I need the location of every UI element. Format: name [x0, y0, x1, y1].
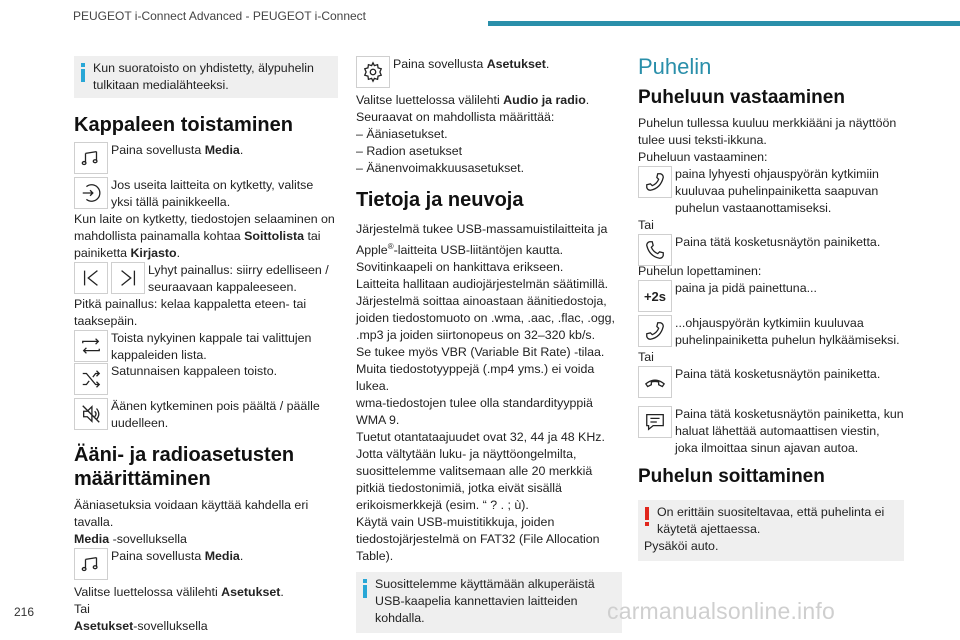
row-touch-answer [638, 234, 904, 266]
tips-other: Muita tiedostotyyppejä (.mp4 yms.) ei voida lukea. [356, 362, 595, 394]
tips-adapter: Sovitinkaapeli on hankittava erikseen. [356, 260, 564, 275]
list-item: – Äänenvoimakkuusasetukset. [356, 161, 525, 175]
row-media-2 [74, 548, 338, 580]
row-repeat [74, 330, 338, 364]
heading-tips: Tietoja ja neuvoja [356, 189, 524, 211]
shuffle-icon [74, 363, 108, 395]
gear-icon [356, 56, 390, 88]
multi-device-text: Jos useita laitteita on kytketty, valitse yksi tällä painikkeella. [111, 178, 314, 209]
tips-sampling: Tuetut otantataajuudet ovat 32, 44 ja 48 KHz. [356, 430, 605, 445]
row-answer [638, 166, 904, 217]
row-media [74, 142, 338, 174]
mute-text: Äänen kytkeminen pois päältä / päälle uudelleen. [111, 399, 320, 430]
column-1 [74, 56, 338, 635]
info-text: Suosittelemme käyttämään alkuperäistä USB-kaapelia kannettavien laitteiden kohdalla. [375, 577, 595, 626]
heading-playback: Kappaleen toistaminen [74, 114, 293, 136]
watermark: carmanualsonline.info [607, 598, 835, 624]
tips-wma: wma-tiedostojen tulee olla standardityyppiä WMA 9. [356, 396, 593, 428]
list-item: – Radion asetukset [356, 144, 463, 158]
media2-instruction: Paina sovellusta Media. [111, 549, 244, 563]
info-box [74, 56, 338, 98]
row-shuffle [74, 363, 338, 395]
row-mute [74, 398, 338, 432]
message-icon [638, 406, 672, 438]
info-text: Kun suoratoisto on yhdistetty, älypuhelin tulkitaan medialähteeksi. [93, 61, 314, 92]
page-number: 216 [14, 605, 35, 619]
mute-icon [74, 398, 108, 430]
plus-2s-icon: +2s [638, 280, 672, 312]
music-note-icon [74, 548, 108, 580]
repeat-text: Toista nykyinen kappale tai valittujen kappaleiden lista. [111, 331, 312, 362]
phone-icon [638, 166, 672, 198]
media-app-label: Media -sovelluksella [74, 532, 187, 546]
row-hold [638, 280, 904, 312]
music-note-icon [74, 142, 108, 174]
sms-text: Paina tätä kosketusnäytön painiketta, kun haluat lähettää automaattisen viestin, joka ilmoittaa sinun ajavan autoa. [675, 407, 904, 455]
to-answer-text: Puheluun vastaaminen: [638, 150, 768, 164]
phone-icon [638, 234, 672, 266]
source-switch-icon [74, 177, 108, 209]
to-end-text: Puhelun lopettaminen: [638, 264, 762, 278]
settings-app-label: Asetukset-sovelluksella [74, 619, 208, 633]
list-item: – Ääniasetukset. [356, 127, 448, 141]
row-skip [74, 262, 338, 296]
tips-vbr: Se tukee myös VBR (Variable Bit Rate) -tilaa. [356, 345, 605, 360]
or-text: Tai [638, 218, 654, 232]
info-icon [80, 60, 85, 92]
row-reject [638, 315, 904, 349]
long-press-text: Pitkä painallus: kelaa kappaletta eteen- tai taaksepäin. [74, 297, 307, 328]
row-sms [638, 406, 904, 457]
warning-box [638, 500, 904, 561]
repeat-icon [74, 330, 108, 362]
row-hangup [638, 366, 904, 398]
press-touch-text-2: Paina tätä kosketusnäytön painiketta. [675, 367, 881, 381]
heading-call: Puhelun soittaminen [638, 466, 825, 487]
audio-intro: Ääniasetuksia voidaan käyttää kahdella eri tavalla. [74, 498, 309, 529]
or-text: Tai [638, 350, 654, 364]
header-title: PEUGEOT i-Connect Advanced - PEUGEOT i-Connect [73, 9, 367, 23]
tips-filenames: Jotta vältytään luku- ja näyttöongelmilta, suosittelemme valitsemaan alle 20 merkkiä pitkiä tiedostonimiä, jotka eivät sisällä erikoismerkkejä (esim. “ ? . ; ù). [356, 447, 593, 513]
info-icon [362, 576, 367, 627]
press-touch-text: Paina tätä kosketusnäytön painiketta. [675, 235, 881, 249]
heading-audio-settings: Ääni- ja radioasetusten määrittäminen [74, 444, 295, 490]
following-text: Seuraavat on mahdollista määrittää: [356, 110, 555, 124]
heading-phone: Puhelin [638, 54, 712, 79]
short-press-text: Lyhyt painallus: siirry edelliseen / seuraavaan kappaleeseen. [148, 263, 329, 294]
column-3 [638, 56, 904, 561]
warning-text-2: Pysäköi auto. [644, 539, 719, 553]
media-instruction: Paina sovellusta Media. [111, 143, 244, 157]
select-settings-tab: Valitse luettelossa välilehti Asetukset. [74, 585, 284, 599]
hang-up-icon [638, 366, 672, 398]
browse-text: Kun laite on kytketty, tiedostojen selaaminen on mahdollista painamalla kohtaa Soittolista tai painiketta Kirjasto. [74, 212, 335, 260]
phone-icon [638, 315, 672, 347]
tips-formats: Järjestelmä soittaa ainoastaan äänitiedostoja, joiden tiedostomuoto on .wma, .aac, .flac, .ogg, .mp3 ja joiden siirtonopeus on 32–320 kb/s. [356, 294, 615, 343]
tips-usb: Järjestelmä tukee USB-massamuistilaitteita ja Apple®-laitteita USB-liitäntöjen kautta. [356, 222, 608, 258]
incoming-text: Puhelun tullessa kuuluu merkkiääni ja näyttöön tulee uusi teksti-ikkuna. [638, 116, 897, 147]
select-audio-tab: Valitse luettelossa välilehti Audio ja radio. [356, 93, 590, 107]
column-2 [356, 56, 622, 633]
info-box [356, 572, 622, 633]
next-track-icon [111, 262, 145, 294]
shuffle-text: Satunnaisen kappaleen toisto. [111, 364, 278, 378]
warning-text: On erittäin suositeltavaa, että puhelinta ei käytetä ajettaessa. [657, 505, 885, 536]
tips-controls: Laitteita hallitaan audiojärjestelmän säätimillä. [356, 277, 609, 292]
heading-answer: Puheluun vastaaminen [638, 87, 845, 108]
reject-text: ...ohjauspyörän kytkimiin kuuluvaa puhelinpainiketta puhelun hylkäämiseksi. [675, 316, 900, 347]
tips-fat32: Käytä vain USB-muistitikkuja, joiden tiedostojärjestelmä on FAT32 (File Allocation Table). [356, 515, 600, 564]
press-settings: Paina sovellusta Asetukset. [393, 57, 550, 71]
previous-track-icon [74, 262, 108, 294]
or-text: Tai [74, 602, 90, 616]
header-accent-bar [488, 21, 960, 26]
row-multi [74, 177, 338, 211]
row-settings [356, 56, 622, 88]
press-short-text: paina lyhyesti ohjauspyörän kytkimiin kuuluvaa puhelinpainiketta saapuvan puhelun vastaanottamiseksi. [675, 167, 879, 215]
press-hold-text: paina ja pidä painettuna... [675, 281, 817, 295]
